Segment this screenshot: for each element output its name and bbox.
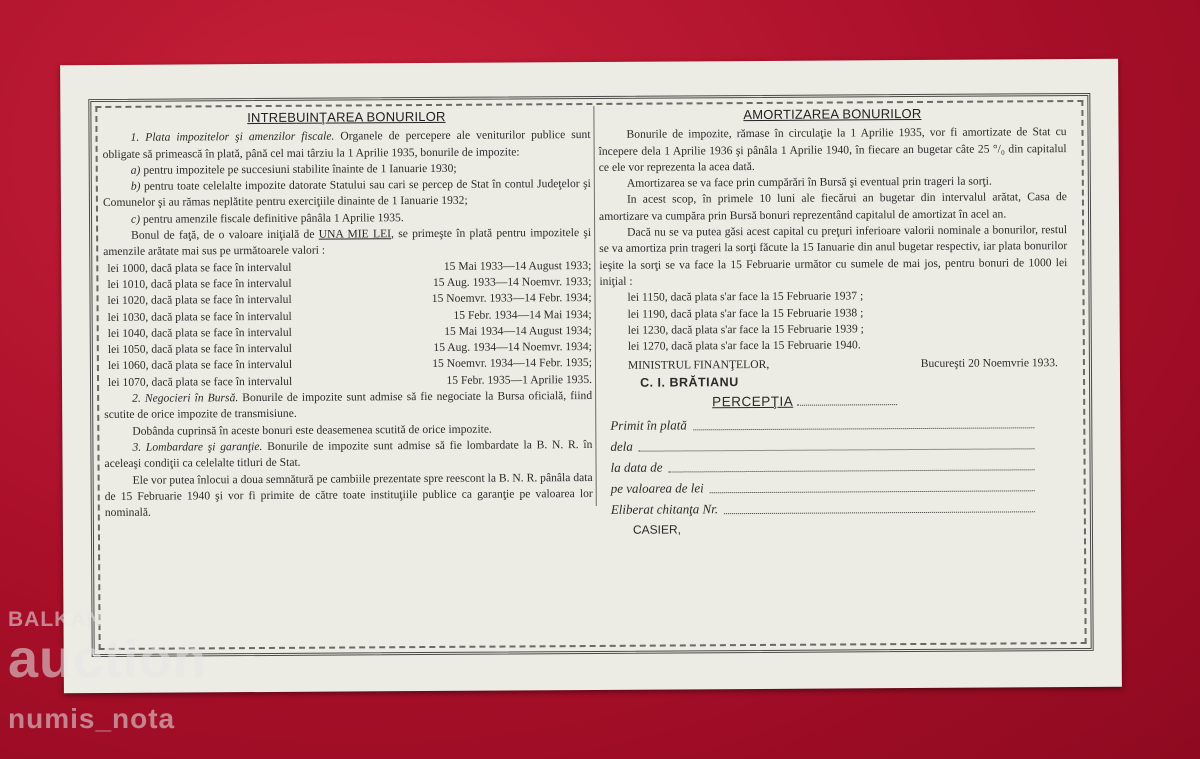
bond-value-post: , se primeşte în plată pentru impozitele şi amenzile arătate mai sus pe următoarele valori : <box>103 226 592 259</box>
schedule-amount: lei 1040, dacă plata se face în intervalul <box>107 325 292 340</box>
bond-value-pre: Bonul de faţă, de o valoare iniţială de <box>131 227 315 242</box>
signature-row <box>600 356 1068 375</box>
bond-value-paragraph <box>103 225 591 261</box>
section-1-heading: 1. Plata impozitelor şi amenzilor fiscale. <box>130 129 335 145</box>
section-3 <box>104 437 592 473</box>
redemption-schedule <box>599 287 1067 355</box>
schedule-interval: 15 Mai 1934—14 August 1934; <box>444 323 592 338</box>
schedule-amount: lei 1030, dacă plata se face în intervalul <box>107 309 292 324</box>
schedule-amount: lei 1000, dacă plata se face în intervalul <box>107 260 292 275</box>
place-date: Bucureşti 20 Noemvrie 1933. <box>920 356 1058 371</box>
ministry-label: MINISTRUL FINANŢELOR, <box>627 358 770 373</box>
cashier-label: CASIER, <box>632 522 681 538</box>
redemption-row: lei 1190, dacă plata s'ar face la 15 Februarie 1938 ; <box>627 305 864 321</box>
schedule-amount: lei 1060, dacă plata se face în intervalul <box>107 358 293 373</box>
clause-c-text: pentru amenzile fiscale definitive pânâla 1 Aprilie 1935. <box>142 210 404 226</box>
form-field-received <box>600 412 1068 436</box>
form-field-date <box>600 454 1068 478</box>
clause-a-text: pentru impozitele pe succesiuni stabilite înainte de 1 Ianuarie 1930; <box>143 161 457 177</box>
clause-c-letter: c) <box>130 212 141 226</box>
bond-value: UNA MIE LEI <box>318 227 392 241</box>
schedule-amount: lei 1020, dacă plata se face în intervalul <box>107 293 292 308</box>
schedule-interval: 15 Febr. 1934—14 Mai 1934; <box>453 307 592 322</box>
minister-name: C. I. BRĂTIANU <box>639 374 739 390</box>
clause-b-text: pentru toate celelalte impozite datorate Statului sau cari se percep de Stat în contul Judeţelor şi Comunelor şi au rămas neplătite pentru exerciţiile dinainte de 1 Ianuarie 1932; <box>102 177 591 210</box>
usage-title: INTREBUINŢAREA BONURILOR <box>247 108 446 126</box>
schedule-interval: 15 Noemvr. 1933—14 Febr. 1934; <box>431 291 592 306</box>
redemption-row: lei 1270, dacă plata s'ar face la 15 Februarie 1940. <box>627 338 861 353</box>
form-label: dela <box>610 439 633 455</box>
form-label: Primit în plată <box>610 417 687 434</box>
form-label: la data de <box>610 459 663 476</box>
section-2 <box>104 388 592 424</box>
form-blank <box>710 491 1035 494</box>
amortization-column <box>598 105 1069 538</box>
schedule-amount: lei 1010, dacă plata se face în intervalul <box>107 276 292 291</box>
form-label: pe valoarea de lei <box>610 480 704 497</box>
schedule-interval: 15 Febr. 1935—1 Aprilie 1935. <box>446 372 593 387</box>
amortization-paragraph-2: Amortizarea se va face prin cumpărări în Bursă şi eventual prin trageri la sorţi. <box>626 174 992 190</box>
redemption-row: lei 1230, dacă plata s'ar face la 15 Februarie 1939 ; <box>627 322 864 337</box>
usage-column <box>102 108 592 521</box>
form-field-receipt <box>601 496 1069 520</box>
watermark-line-1: BALKAN <box>8 608 103 631</box>
final-paragraph: Ele vor putea înlocui a doua semnătură pe cambiile prezentate spre reescont la B. N. R. pânâla data de 15 Februarie 1940 şi vor fi primite de către toate instituţiile publice ca garanţie pe valoarea lor nominală. <box>104 470 593 520</box>
watermark-line-3: numis_nota <box>8 703 176 734</box>
watermark-line-2: auction <box>8 629 208 689</box>
schedule-amount: lei 1050, dacă plata se face în intervalul <box>107 341 293 357</box>
form-field-value <box>601 475 1069 499</box>
clause-b <box>103 176 591 212</box>
amortization-paragraph-4: Dacă nu se va putea găsi acest capital cu preţuri inferioare valorii nominale a bonurilor, restul se va amortiza prin trageri la sorţi făcute la 15 Ianuarie din anul bugetar respectiv, iar plata bonurilor ieşite la sorţi se va face la 15 Februarie următor cu sumele de mai jos, pentru bonuri de 1000 lei iniţial : <box>599 223 1068 288</box>
schedule-interval: 15 Aug. 1934—14 Noemvr. 1934; <box>433 340 592 355</box>
amortization-paragraph-3: In acest scop, în primele 10 luni ale fiecărui an bugetar din intervalul arătat, Casa de amortizare va cumpăra prin Bursă bonuri reprezentând capitalul de amortizat în acel an. <box>598 190 1067 223</box>
perceptia-block <box>600 392 1068 411</box>
perceptia-blank <box>797 404 897 406</box>
amortization-title: AMORTIZAREA BONURILOR <box>743 105 922 123</box>
form-blank <box>693 428 1034 431</box>
schedule-interval: 15 Mai 1933—14 August 1933; <box>443 258 592 273</box>
section-2-heading: 2. Negocieri în Bursă. <box>132 391 239 405</box>
schedule-amount: lei 1070, dacă plata se face în intervalul <box>107 374 293 389</box>
clause-a-letter: a) <box>130 163 141 177</box>
section-2-text: Bonurile de impozite sunt admise să fie negociate la Bursa oficială, fiind scutite de orice impozite de transmisiune. <box>104 389 593 422</box>
form-label: Eliberat chitanţa Nr. <box>610 501 719 518</box>
amortization-paragraph-1: Bonurile de impozite, rămase în circulaţie la 1 Aprilie 1935, vor fi amortizate de Stat cu începere dela 1 Aprilie 1936 şi pânâla 1 Aprilie 1940, în fiecare an bugetar câte 25 °/₀ din capitalul ce ele vor reprezenta la acea dată. <box>598 125 1067 174</box>
section-1-text: Organele de percepere ale veniturilor publice sunt obligate să primească în plată, până cel mai târziu la 1 Aprilie 1935, bonurile de impozite: <box>102 128 591 161</box>
schedule-interval: 15 Aug. 1933—14 Noemvr. 1933; <box>432 274 592 289</box>
interest-paragraph: Dobânda cuprinsă în aceste bonuri este deasemenea scutită de orice impozite. <box>132 422 492 438</box>
section-3-heading: 3. Lombardare şi garanţie. <box>132 439 263 454</box>
form-field-from <box>600 433 1068 457</box>
perceptia-title: PERCEPŢIA <box>712 393 794 410</box>
form-blank <box>669 470 1035 473</box>
section-1 <box>102 127 590 163</box>
form-blank <box>724 512 1035 515</box>
redemption-row: lei 1150, dacă plata s'ar face la 15 Februarie 1937 ; <box>627 289 864 305</box>
clause-b-letter: b) <box>130 179 141 193</box>
section-3-text: Bonurile de impozite sunt admise să fie lombardate la B. N. R. în aceleaşi condiţii ca celelalte titluri de Stat. <box>104 437 593 471</box>
schedule-interval: 15 Noemvr. 1934—14 Febr. 1935; <box>432 356 592 371</box>
form-blank <box>639 449 1035 452</box>
payment-schedule <box>103 258 592 391</box>
bond-document <box>60 59 1122 693</box>
